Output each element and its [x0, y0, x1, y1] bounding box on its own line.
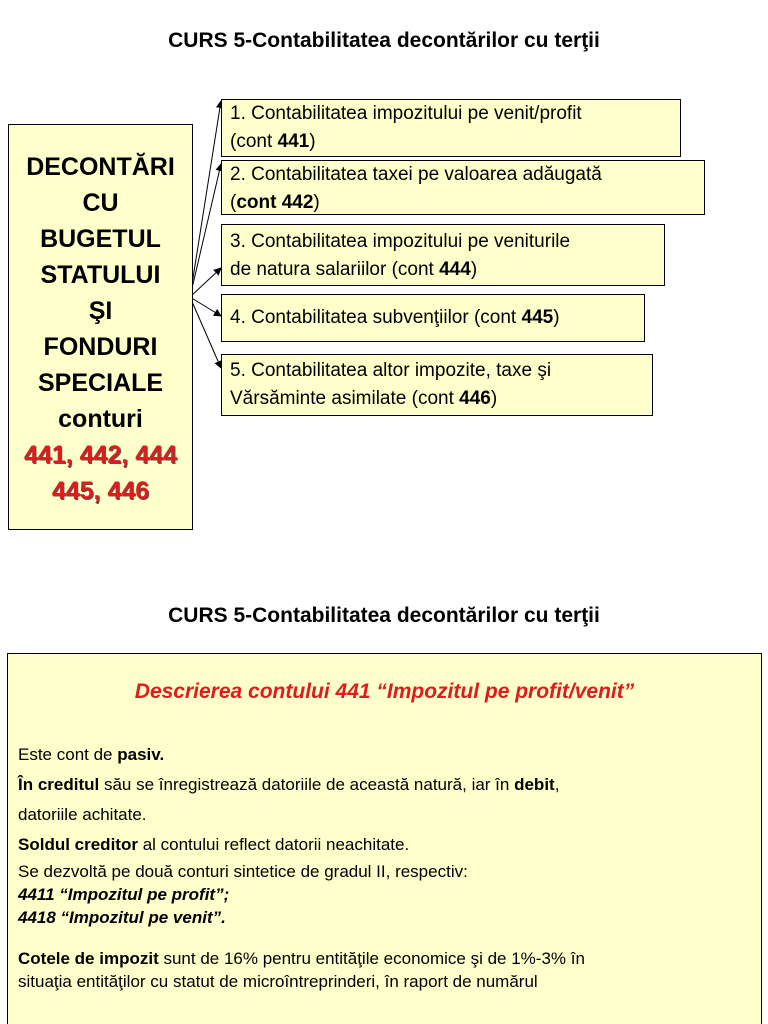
slide-title: CURS 5-Contabilitatea decontărilor cu terţii [168, 29, 600, 52]
account-code: 444 [439, 259, 471, 280]
item-line [230, 189, 696, 217]
emphasis: Cotele de impozit [18, 949, 159, 968]
box-line: BUGETUL [40, 225, 161, 253]
item-account-441 [221, 99, 681, 157]
arrow-to-item-1 [190, 101, 221, 297]
item-line: 5. Contabilitatea altor impozite, taxe şi [230, 360, 552, 381]
account-codes: 445, 446 [51, 477, 150, 505]
paragraph: situaţia entităţilor cu statut de microîntreprinderi, în raport de numărul [18, 972, 538, 991]
text: sunt de 16% pentru entităţile economice şi de 1%-3% în [158, 949, 585, 968]
item-account-442 [221, 160, 705, 215]
paragraph [18, 830, 751, 860]
budget-settlements-box [8, 124, 193, 530]
item-account-444 [221, 224, 665, 286]
item-line [230, 256, 656, 284]
paragraph: datoriile achitate. [18, 805, 147, 824]
account-code: 445 [521, 307, 554, 328]
box-line: ŞI [88, 297, 113, 325]
item-text: ) [309, 131, 316, 152]
text: al contului reflect datorii neachitate. [137, 835, 410, 854]
item-text: 4. Contabilitatea subvenţiilor (cont [230, 307, 522, 328]
item-text: (cont [230, 131, 278, 152]
item-text: ) [490, 388, 498, 409]
item-account-445 [221, 294, 645, 342]
emphasis: pasiv. [117, 745, 165, 764]
paragraph [18, 947, 751, 970]
slide-title: CURS 5-Contabilitatea decontărilor cu terţii [168, 604, 600, 627]
spacer [18, 929, 751, 947]
text: său se înregistrează datoriile de această natură, iar în [99, 775, 515, 794]
account-code: 446 [459, 388, 491, 409]
box-line: DECONTĂRI [26, 153, 175, 181]
arrow-to-item-5 [190, 297, 221, 368]
account-code: cont 442 [236, 192, 314, 213]
item-text: de natura salariilor (cont [230, 259, 440, 280]
account-description-box [7, 653, 762, 1024]
text: Este cont de [18, 745, 118, 764]
emphasis: Soldul creditor [18, 835, 138, 854]
item-line: 2. Contabilitatea taxei pe valoarea adăugată [230, 164, 602, 185]
description-heading: Descrierea contului 441 “Impozitul pe profit/venit” [134, 680, 635, 703]
emphasis: În creditul [18, 775, 100, 794]
item-line: 1. Contabilitatea impozitului pe venit/profit [230, 103, 582, 124]
item-text: ) [313, 192, 320, 213]
box-line: SPECIALE [37, 369, 164, 397]
arrow-to-item-3 [190, 268, 221, 297]
paragraph [18, 740, 751, 770]
account-code: 441 [277, 131, 310, 152]
item-line [230, 385, 644, 413]
item-text: ) [553, 307, 560, 328]
item-text: Vărsăminte asimilate (cont [230, 388, 460, 409]
item-line: 3. Contabilitatea impozitului pe veniturile [230, 231, 571, 252]
box-line: CU [82, 189, 119, 217]
item-text: ) [470, 259, 478, 280]
item-account-446 [221, 354, 653, 416]
box-line: STATULUI [40, 261, 161, 289]
emphasis: debit [514, 775, 555, 794]
account-codes: 441, 442, 444 [24, 441, 177, 469]
paragraph [18, 770, 751, 800]
text: , [554, 775, 560, 794]
subaccount-4411: 4411 “Impozitul pe profit”; [18, 885, 230, 904]
paragraph: Se dezvoltă pe două conturi sintetice de gradul II, respectiv: [18, 862, 468, 881]
box-line: FONDURI [43, 333, 158, 361]
subaccount-4418: 4418 “Impozitul pe venit”. [18, 908, 226, 927]
arrow-to-item-2 [190, 164, 221, 297]
item-text: ( [230, 192, 237, 213]
box-line: conturi [58, 405, 143, 433]
item-line [230, 304, 636, 332]
item-line [230, 128, 672, 156]
arrow-to-item-4 [190, 297, 221, 316]
